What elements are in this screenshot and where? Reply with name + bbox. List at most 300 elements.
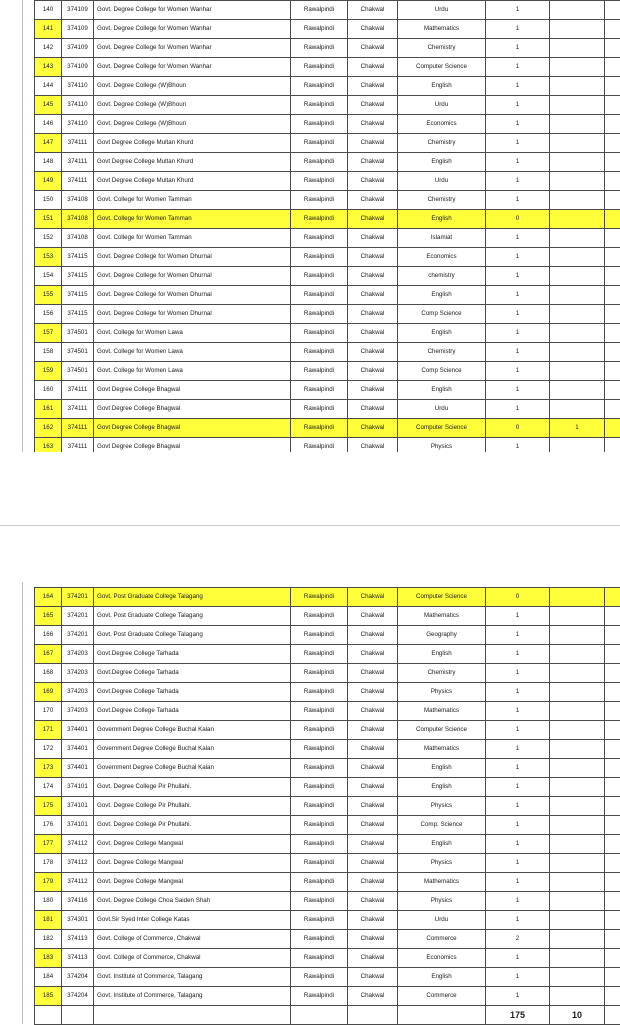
college-code-cell: 374116 [62,892,94,911]
district-cell: Chakwal [348,229,398,248]
table-row [35,816,620,835]
college-code-cell: 374101 [62,797,94,816]
subject-cell: Comp. Science [398,816,486,835]
college-name-cell: Govt. College for Women Lawa [94,324,291,343]
post-count-cell: 1 [486,892,550,911]
district-cell: Chakwal [348,134,398,153]
blank-cell [605,702,620,721]
district-cell: Chakwal [348,191,398,210]
district-cell: Chakwal [348,835,398,854]
serial-number-cell: 165 [35,607,62,626]
table-row [35,20,620,39]
extra-count-cell [550,949,605,968]
post-count-cell: 1 [486,20,550,39]
table-row [35,721,620,740]
college-code-cell: 374111 [62,381,94,400]
post-count-cell: 1 [486,58,550,77]
serial-number-cell: 158 [35,343,62,362]
extra-count-cell [550,58,605,77]
post-count-cell: 1 [486,1,550,20]
district-cell: Chakwal [348,172,398,191]
college-name-cell: Govt. College for Women Tamman [94,229,291,248]
blank-cell [605,721,620,740]
allocation-table-page-2 [34,587,620,1025]
extra-count-cell [550,968,605,987]
serial-number-cell: 184 [35,968,62,987]
post-count-cell: 1 [486,400,550,419]
post-count-cell: 1 [486,248,550,267]
post-count-cell: 1 [486,797,550,816]
division-cell: Rawalpindi [291,1,348,20]
post-count-cell: 1 [486,854,550,873]
extra-count-cell [550,588,605,607]
table-row [35,835,620,854]
college-code-cell: 374108 [62,191,94,210]
college-code-cell: 374111 [62,419,94,438]
blank-cell [605,816,620,835]
extra-count-cell [550,721,605,740]
post-count-cell: 1 [486,740,550,759]
post-count-cell: 1 [486,664,550,683]
serial-number-cell: 166 [35,626,62,645]
blank-cell [605,854,620,873]
division-cell: Rawalpindi [291,210,348,229]
post-count-cell: 1 [486,153,550,172]
post-count-cell: 0 [486,588,550,607]
district-cell: Chakwal [348,930,398,949]
subject-cell: Computer Science [398,721,486,740]
extra-count-cell [550,930,605,949]
blank-cell [605,588,620,607]
subject-cell: Comp Science [398,305,486,324]
blank-cell [605,191,620,210]
post-count-cell: 1 [486,987,550,1006]
blank-cell [605,1,620,20]
serial-number-cell: 150 [35,191,62,210]
table-row [35,949,620,968]
district-cell: Chakwal [348,20,398,39]
college-code-cell: 374109 [62,20,94,39]
district-cell: Chakwal [348,816,398,835]
extra-count-cell [550,892,605,911]
serial-number-cell: 142 [35,39,62,58]
college-name-cell: Government Degree College Buchal Kalan [94,740,291,759]
post-count-cell: 1 [486,835,550,854]
college-code-cell: 374101 [62,816,94,835]
table-row [35,1,620,20]
college-name-cell: Govt. Degree College (W)Bhoun [94,115,291,134]
table-row [35,419,620,438]
division-cell: Rawalpindi [291,381,348,400]
college-code-cell: 374111 [62,172,94,191]
table-row [35,115,620,134]
division-cell: Rawalpindi [291,645,348,664]
blank-cell [605,759,620,778]
post-count-cell: 1 [486,191,550,210]
table-row [35,210,620,229]
division-cell: Rawalpindi [291,987,348,1006]
subject-cell: Chemistry [398,343,486,362]
blank-cell [605,400,620,419]
table-row [35,324,620,343]
district-cell: Chakwal [348,438,398,457]
serial-number-cell: 160 [35,381,62,400]
allocation-table-page-1 [34,0,620,457]
division-cell: Rawalpindi [291,626,348,645]
extra-count-cell [550,1,605,20]
division-cell: Rawalpindi [291,816,348,835]
page-break [0,452,620,582]
table-row [35,987,620,1006]
post-count-cell: 1 [486,134,550,153]
subject-cell: Islamiat [398,229,486,248]
district-cell: Chakwal [348,400,398,419]
serial-number-cell: 143 [35,58,62,77]
serial-number-cell: 159 [35,362,62,381]
table-row [35,400,620,419]
subject-cell: English [398,645,486,664]
college-code-cell: 374111 [62,438,94,457]
subject-cell: Chemistry [398,134,486,153]
extra-count-cell [550,797,605,816]
division-cell: Rawalpindi [291,96,348,115]
college-code-cell: 374108 [62,229,94,248]
college-name-cell: Govt Degree College Bhagwal [94,381,291,400]
blank-cell [605,20,620,39]
extra-count-cell [550,854,605,873]
serial-number-cell: 175 [35,797,62,816]
serial-number-cell: 157 [35,324,62,343]
division-cell: Rawalpindi [291,797,348,816]
total-extra: 10 [550,1006,605,1025]
subject-cell: Physics [398,438,486,457]
college-name-cell: Govt. Degree College for Women Wanhar [94,58,291,77]
division-cell: Rawalpindi [291,664,348,683]
post-count-cell: 2 [486,930,550,949]
subject-cell: Physics [398,683,486,702]
blank-cell [605,134,620,153]
blank-cell [605,58,620,77]
table-row [35,229,620,248]
extra-count-cell [550,343,605,362]
blank-cell [605,115,620,134]
serial-number-cell: 155 [35,286,62,305]
division-cell: Rawalpindi [291,324,348,343]
district-cell: Chakwal [348,96,398,115]
table-row [35,873,620,892]
table-row [35,343,620,362]
table-row [35,286,620,305]
table-row [35,778,620,797]
district-cell: Chakwal [348,626,398,645]
blank-cell [605,645,620,664]
college-code-cell: 374109 [62,58,94,77]
subject-cell: Mathematics [398,20,486,39]
blank-cell [605,324,620,343]
college-code-cell: 374301 [62,911,94,930]
college-code-cell: 374115 [62,286,94,305]
serial-number-cell: 182 [35,930,62,949]
table-row [35,702,620,721]
blank-cell [605,607,620,626]
college-code-cell: 374110 [62,115,94,134]
extra-count-cell [550,210,605,229]
college-code-cell: 374109 [62,39,94,58]
blank-cell [605,172,620,191]
subject-cell: Economics [398,248,486,267]
extra-count-cell [550,607,605,626]
post-count-cell: 0 [486,419,550,438]
table-row [35,58,620,77]
college-name-cell: Govt. College for Women Tamman [94,210,291,229]
extra-count-cell [550,191,605,210]
serial-number-cell: 168 [35,664,62,683]
subject-cell: Comp Science [398,362,486,381]
college-name-cell: Govt. Degree College for Women Wanhar [94,1,291,20]
division-cell: Rawalpindi [291,438,348,457]
college-name-cell: Govt. Degree College for Women Dhurnal [94,248,291,267]
college-code-cell: 374501 [62,324,94,343]
subject-cell: English [398,324,486,343]
serial-number-cell: 174 [35,778,62,797]
college-code-cell: 374401 [62,740,94,759]
college-name-cell: Govt. Post Graduate College Talagang [94,626,291,645]
extra-count-cell [550,381,605,400]
division-cell: Rawalpindi [291,873,348,892]
serial-number-cell: 183 [35,949,62,968]
college-name-cell: Govt Degree College Bhagwal [94,400,291,419]
district-cell: Chakwal [348,854,398,873]
college-name-cell: Govt. College of Commerce, Chakwal [94,930,291,949]
college-code-cell: 374115 [62,305,94,324]
extra-count-cell [550,134,605,153]
serial-number-cell: 140 [35,1,62,20]
subject-cell: Economics [398,115,486,134]
extra-count-cell [550,645,605,664]
table-row [35,759,620,778]
college-name-cell: Government Degree College Buchal Kalan [94,759,291,778]
blank-cell [605,343,620,362]
division-cell: Rawalpindi [291,400,348,419]
college-name-cell: Govt. Post Graduate College Talagang [94,607,291,626]
division-cell: Rawalpindi [291,115,348,134]
division-cell: Rawalpindi [291,892,348,911]
post-count-cell: 1 [486,759,550,778]
blank-cell [605,381,620,400]
post-count-cell: 1 [486,968,550,987]
subject-cell: Mathematics [398,607,486,626]
serial-number-cell: 153 [35,248,62,267]
college-code-cell: 374501 [62,343,94,362]
college-name-cell: Govt. College of Commerce, Chakwal [94,949,291,968]
serial-number-cell: 156 [35,305,62,324]
post-count-cell: 1 [486,267,550,286]
college-code-cell: 374201 [62,588,94,607]
table-row [35,191,620,210]
post-count-cell: 1 [486,229,550,248]
college-name-cell: Govt.Sir Syed Inter College Katas [94,911,291,930]
table-row [35,153,620,172]
division-cell: Rawalpindi [291,153,348,172]
district-cell: Chakwal [348,77,398,96]
district-cell: Chakwal [348,873,398,892]
district-cell: Chakwal [348,210,398,229]
extra-count-cell [550,626,605,645]
table-row [35,362,620,381]
post-count-cell: 0 [486,210,550,229]
extra-count-cell [550,702,605,721]
district-cell: Chakwal [348,607,398,626]
serial-number-cell: 154 [35,267,62,286]
serial-number-cell: 152 [35,229,62,248]
serial-number-cell: 177 [35,835,62,854]
district-cell: Chakwal [348,343,398,362]
post-count-cell: 1 [486,911,550,930]
subject-cell: Commerce [398,987,486,1006]
serial-number-cell: 180 [35,892,62,911]
college-code-cell: 374112 [62,873,94,892]
totals-empty-cell [398,1006,486,1025]
division-cell: Rawalpindi [291,588,348,607]
serial-number-cell: 145 [35,96,62,115]
blank-cell [605,987,620,1006]
college-name-cell: Govt. Degree College Choa Saiden Shah [94,892,291,911]
extra-count-cell [550,740,605,759]
extra-count-cell [550,911,605,930]
subject-cell: Computer Science [398,588,486,607]
subject-cell: Urdu [398,96,486,115]
totals-empty-cell [62,1006,94,1025]
college-name-cell: Govt. Institute of Commerce, Talagang [94,968,291,987]
district-cell: Chakwal [348,645,398,664]
college-name-cell: Govt Degree College Bhagwal [94,419,291,438]
district-cell: Chakwal [348,664,398,683]
blank-cell [605,305,620,324]
extra-count-cell [550,286,605,305]
post-count-cell: 1 [486,39,550,58]
blank-cell [605,626,620,645]
district-cell: Chakwal [348,759,398,778]
district-cell: Chakwal [348,419,398,438]
blank-cell [605,930,620,949]
blank-cell [605,892,620,911]
district-cell: Chakwal [348,324,398,343]
totals-empty-cell [291,1006,348,1025]
subject-cell: chemistry [398,267,486,286]
serial-number-cell: 149 [35,172,62,191]
extra-count-cell [550,778,605,797]
college-name-cell: Govt. Degree College (W)Bhoun [94,96,291,115]
college-name-cell: Govt. College for Women Lawa [94,343,291,362]
blank-cell [605,77,620,96]
subject-cell: Computer Science [398,419,486,438]
post-count-cell: 1 [486,77,550,96]
division-cell: Rawalpindi [291,759,348,778]
college-code-cell: 374203 [62,645,94,664]
division-cell: Rawalpindi [291,362,348,381]
division-cell: Rawalpindi [291,607,348,626]
district-cell: Chakwal [348,778,398,797]
blank-cell [605,835,620,854]
district-cell: Chakwal [348,362,398,381]
serial-number-cell: 176 [35,816,62,835]
division-cell: Rawalpindi [291,229,348,248]
serial-number-cell: 146 [35,115,62,134]
blank-cell [605,683,620,702]
serial-number-cell: 167 [35,645,62,664]
serial-number-cell: 181 [35,911,62,930]
table-row [35,77,620,96]
blank-cell [605,740,620,759]
post-count-cell: 1 [486,362,550,381]
division-cell: Rawalpindi [291,20,348,39]
division-cell: Rawalpindi [291,854,348,873]
serial-number-cell: 141 [35,20,62,39]
totals-row [35,1006,620,1025]
district-cell: Chakwal [348,58,398,77]
post-count-cell: 1 [486,873,550,892]
serial-number-cell: 171 [35,721,62,740]
division-cell: Rawalpindi [291,58,348,77]
extra-count-cell [550,816,605,835]
table-row [35,854,620,873]
page-divider [0,525,620,526]
college-code-cell: 374110 [62,96,94,115]
district-cell: Chakwal [348,115,398,134]
blank-cell [605,911,620,930]
district-cell: Chakwal [348,968,398,987]
serial-number-cell: 172 [35,740,62,759]
subject-cell: Physics [398,892,486,911]
college-code-cell: 374111 [62,400,94,419]
serial-number-cell: 162 [35,419,62,438]
extra-count-cell [550,835,605,854]
extra-count-cell [550,324,605,343]
college-code-cell: 374109 [62,1,94,20]
district-cell: Chakwal [348,683,398,702]
serial-number-cell: 169 [35,683,62,702]
college-name-cell: Govt. Degree College Pir Phullahi. [94,816,291,835]
college-code-cell: 374204 [62,987,94,1006]
extra-count-cell [550,400,605,419]
blank-cell [605,96,620,115]
division-cell: Rawalpindi [291,191,348,210]
college-code-cell: 374201 [62,607,94,626]
serial-number-cell: 144 [35,77,62,96]
college-name-cell: Govt.Degree College Tarhada [94,664,291,683]
subject-cell: Commerce [398,930,486,949]
post-count-cell: 1 [486,96,550,115]
college-name-cell: Govt. Degree College Pir Phullahi. [94,778,291,797]
division-cell: Rawalpindi [291,911,348,930]
district-cell: Chakwal [348,1,398,20]
college-name-cell: Govt. Degree College Mangwal [94,854,291,873]
college-name-cell: Govt. Institute of Commerce, Talagang [94,987,291,1006]
post-count-cell: 1 [486,683,550,702]
blank-cell [605,419,620,438]
college-name-cell: Govt. Degree College for Women Dhurnal [94,286,291,305]
college-code-cell: 374115 [62,267,94,286]
blank-cell [605,778,620,797]
table-row [35,645,620,664]
blank-cell [605,229,620,248]
division-cell: Rawalpindi [291,419,348,438]
college-code-cell: 374203 [62,702,94,721]
division-cell: Rawalpindi [291,134,348,153]
table-row [35,930,620,949]
post-count-cell: 1 [486,949,550,968]
division-cell: Rawalpindi [291,305,348,324]
